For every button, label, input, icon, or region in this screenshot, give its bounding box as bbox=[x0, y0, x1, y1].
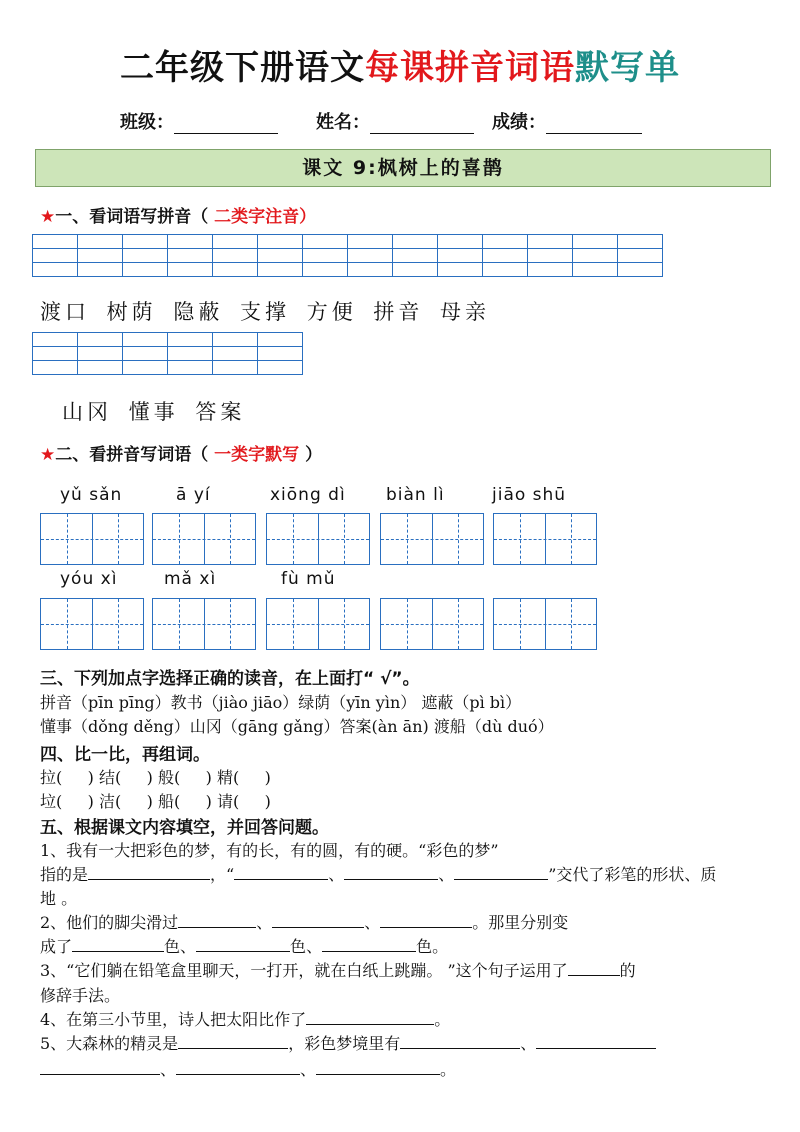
title-part-2: 每课拼音词语 bbox=[365, 48, 575, 88]
page-title bbox=[0, 40, 800, 89]
writing-box[interactable] bbox=[380, 598, 484, 650]
class-field bbox=[120, 108, 278, 134]
title-part-1: 二年级下册语文 bbox=[120, 48, 365, 88]
star-icon: ★ bbox=[40, 207, 56, 227]
q3-prefix: 3、“它们躺在铅笔盒里聊天，一打开，就在白纸上跳蹦。 ”这个句子运用了 bbox=[40, 961, 568, 980]
writing-box[interactable] bbox=[40, 598, 144, 650]
section-1-close: ） bbox=[299, 207, 317, 227]
section-2-heading bbox=[40, 440, 322, 465]
separator: 、 bbox=[256, 913, 273, 932]
separator: 、 bbox=[328, 865, 345, 884]
separator: 、 bbox=[438, 865, 455, 884]
section-4-title: 四、比一比，再组词。 bbox=[40, 745, 210, 765]
q2b-prefix: 成了 bbox=[40, 937, 73, 956]
answer-blank[interactable] bbox=[234, 863, 328, 880]
separator: 、 bbox=[520, 1034, 537, 1053]
section-2-red: 一类字默写 bbox=[208, 445, 300, 465]
words-row-1: 渡口 树荫 隐蔽 支撑 方便 拼音 母亲 bbox=[40, 300, 491, 324]
answer-blank[interactable] bbox=[272, 911, 364, 928]
q4-suffix: 。 bbox=[434, 1010, 451, 1029]
lesson-banner: 课文 9:枫树上的喜鹊 bbox=[35, 149, 771, 187]
answer-blank[interactable] bbox=[72, 935, 164, 952]
answer-blank[interactable] bbox=[568, 959, 620, 976]
separator: 、 bbox=[306, 937, 323, 956]
q1-line-1: 1、我有一大把彩色的梦，有的长，有的圆，有的硬。“彩色的梦” bbox=[40, 841, 499, 860]
answer-blank[interactable] bbox=[196, 935, 290, 952]
writing-box[interactable] bbox=[152, 598, 256, 650]
pinyin-prompt: mǎ xì bbox=[164, 569, 217, 589]
q1-quote-open: ，“ bbox=[210, 865, 235, 884]
compare-row-2[interactable]: 垃( ) 洁( ) 船( ) 请( ) bbox=[40, 792, 271, 811]
q1-line-3: 地 。 bbox=[40, 889, 78, 908]
writing-box[interactable] bbox=[266, 598, 370, 650]
name-label: 姓名： bbox=[316, 112, 370, 133]
pinyin-prompt: biàn lì bbox=[386, 485, 445, 505]
q2b-suffix: 色。 bbox=[416, 937, 449, 956]
section-3-title: 三、下列加点字选择正确的读音，在上面打“ √”。 bbox=[40, 669, 420, 689]
q5-prefix: 5、大森林的精灵是 bbox=[40, 1034, 179, 1053]
pinyin-prompt: ā yí bbox=[176, 485, 211, 505]
writing-box[interactable] bbox=[493, 513, 597, 565]
q2-line-1 bbox=[40, 910, 568, 933]
q2-suffix: 。那里分别变 bbox=[472, 913, 569, 932]
pinyin-prompt: yǔ sǎn bbox=[60, 485, 123, 505]
color-word: 色 bbox=[164, 937, 181, 956]
compare-row-1[interactable]: 拉( ) 结( ) 般( ) 精( ) bbox=[40, 768, 271, 787]
q2-line-2 bbox=[40, 934, 448, 957]
answer-blank[interactable] bbox=[454, 863, 548, 880]
pinyin-grid-2[interactable] bbox=[32, 332, 303, 375]
q4-prefix: 4、在第三小节里，诗人把太阳比作了 bbox=[40, 1010, 307, 1029]
writing-box[interactable] bbox=[266, 513, 370, 565]
words-row-2: 山冈 懂事 答案 bbox=[62, 400, 246, 424]
writing-box[interactable] bbox=[380, 513, 484, 565]
pinyin-grid-1[interactable] bbox=[32, 234, 663, 277]
pinyin-prompt: fù mǔ bbox=[281, 569, 336, 589]
pinyin-prompt: yóu xì bbox=[60, 569, 118, 589]
section-1-heading bbox=[40, 202, 316, 227]
q3-line-2: 修辞手法。 bbox=[40, 986, 121, 1005]
pronunciation-row-1[interactable]: 拼音（pīn pīng）教书（jiào jiāo）绿荫（yīn yìn） 遮蔽（pì bì） bbox=[40, 693, 522, 712]
q3-line-1 bbox=[40, 958, 636, 981]
name-field bbox=[316, 108, 474, 134]
score-label: 成绩： bbox=[492, 112, 546, 133]
q1-prefix: 指的是 bbox=[40, 865, 89, 884]
answer-blank[interactable] bbox=[380, 911, 472, 928]
separator: 、 bbox=[300, 1060, 317, 1079]
answer-blank[interactable] bbox=[176, 1058, 300, 1075]
answer-blank[interactable] bbox=[536, 1032, 656, 1049]
class-label: 班级： bbox=[120, 112, 174, 133]
color-word: 色 bbox=[290, 937, 307, 956]
q1-line-2 bbox=[40, 862, 716, 885]
answer-blank[interactable] bbox=[344, 863, 438, 880]
score-blank[interactable] bbox=[546, 113, 642, 134]
answer-blank[interactable] bbox=[178, 1032, 288, 1049]
separator: 、 bbox=[364, 913, 381, 932]
section-5-title: 五、根据课文内容填空，并回答问题。 bbox=[40, 818, 329, 838]
pinyin-prompt: jiāo shū bbox=[492, 485, 567, 505]
answer-blank[interactable] bbox=[322, 935, 416, 952]
title-part-3: 默写单 bbox=[575, 48, 680, 88]
q4-line bbox=[40, 1007, 450, 1030]
section-2-close: ） bbox=[299, 445, 323, 465]
section-1-title: 一、看词语写拼音（ bbox=[55, 207, 209, 227]
name-blank[interactable] bbox=[370, 113, 474, 134]
score-field bbox=[492, 108, 642, 134]
class-blank[interactable] bbox=[174, 113, 278, 134]
pronunciation-row-2[interactable]: 懂事（dǒng děng）山冈（gāng gǎng）答案(àn ān) 渡船（dù duó） bbox=[40, 717, 554, 736]
q5-middle: ，彩色梦境里有 bbox=[288, 1034, 401, 1053]
writing-box[interactable] bbox=[152, 513, 256, 565]
answer-blank[interactable] bbox=[306, 1008, 434, 1025]
separator: 、 bbox=[160, 1060, 177, 1079]
answer-blank[interactable] bbox=[40, 1058, 160, 1075]
section-1-red: 二类字注音 bbox=[208, 207, 300, 227]
q5-line-2 bbox=[40, 1057, 456, 1080]
q1-suffix: ”交代了彩笔的形状、质 bbox=[548, 865, 717, 884]
answer-blank[interactable] bbox=[88, 863, 210, 880]
period: 。 bbox=[440, 1060, 457, 1079]
writing-box[interactable] bbox=[40, 513, 144, 565]
answer-blank[interactable] bbox=[178, 911, 256, 928]
separator: 、 bbox=[180, 937, 197, 956]
answer-blank[interactable] bbox=[316, 1058, 440, 1075]
section-2-title: 二、看拼音写词语（ bbox=[55, 445, 209, 465]
q2-prefix: 2、他们的脚尖滑过 bbox=[40, 913, 179, 932]
answer-blank[interactable] bbox=[400, 1032, 520, 1049]
q3-suffix: 的 bbox=[619, 961, 636, 980]
writing-box[interactable] bbox=[493, 598, 597, 650]
star-icon: ★ bbox=[40, 445, 56, 465]
pinyin-prompt: xiōng dì bbox=[270, 485, 346, 505]
q5-line-1 bbox=[40, 1031, 656, 1054]
